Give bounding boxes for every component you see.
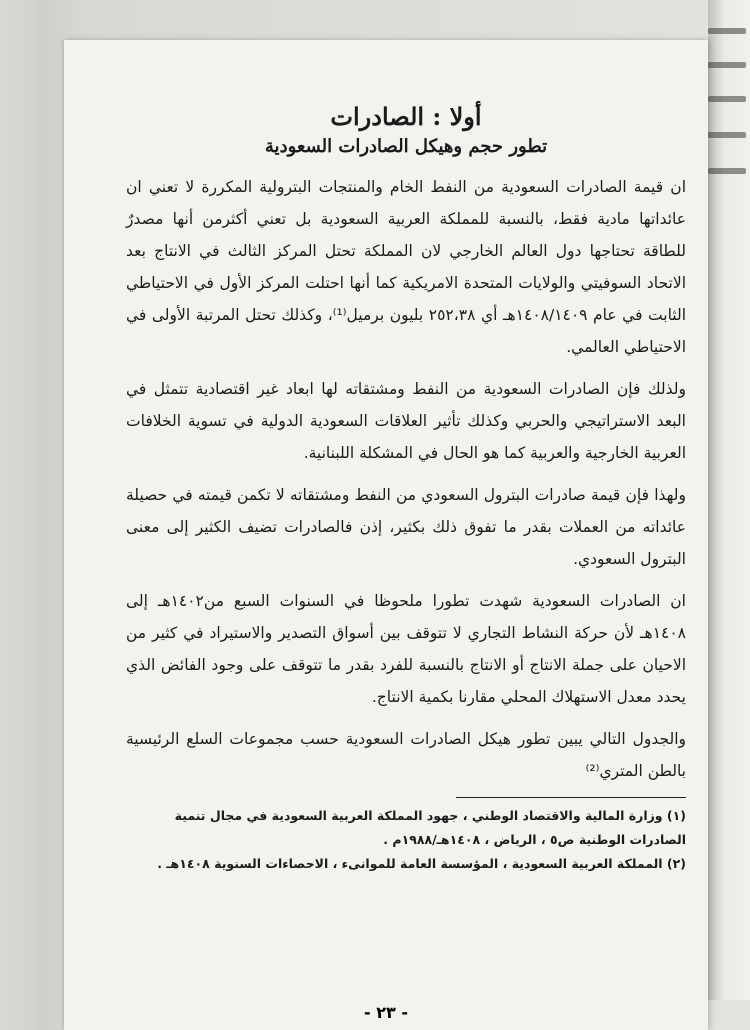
paragraph-1: ان قيمة الصادرات السعودية من النفط الخام والمنتجات البترولية المكررة لا تعني ان عائداتها مادية فقط، بالنسبة للمملكة العربية السعودية بل تعني أكثرمن أنها مصدرٌ للطاقة تحتاجها دول العالم الخارجي لان المملكة تحتل المركز الثالث في الانتاج بعد الاتحاد السوفيتي والولايات المتحدة الامريكية كما أنها احتلت المركز الأول في الاحتياطي الثابت في عام ١٤٠٨/١٤٠٩هـ أي ٢٥٢،٣٨ بليون برميل⁽¹⁾، وكذلك تحتل المرتبة الأولى في الاحتياطي العالمي.: [126, 178, 687, 356]
paragraph-2: ولذلك فإن الصادرات السعودية من النفط ومشتقاته لها ابعاد غير اقتصادية تتمثل في البعد الاستراتيجي والحربي وكذلك تأثير العلاقات السعودية الدولية في تسوية الخلافات العربية الخارجية والعربية كما هو الحال في المشكلة اللبنانية.: [126, 380, 686, 462]
paragraph-5: والجدول التالي يبين تطور هيكل الصادرات السعودية حسب مجموعات السلع الرئيسية بالطن المتري⁽²⁾: [126, 730, 686, 780]
page-content: [126, 92, 686, 1012]
section-subtitle: تطور حجم وهيكل الصادرات السعودية: [264, 136, 548, 157]
paragraph-3: ولهذا فإن قيمة صادرات البترول السعودي من النفط ومشتقاته لا تكمن قيمته في حصيلة عائداته من العملات بقدر ما تفوق ذلك بكثير، إذن فالصادرات تضيف الكثير إلى معنى البترول السعودي.: [126, 486, 686, 568]
adjacent-page-edge: [708, 0, 750, 1000]
footnote-2: (٢) المملكة العربية السعودية ، المؤسسة العامة للموانىء ، الاحصاءات السنوية ١٤٠٨هـ .: [157, 856, 686, 871]
section-title: أولا : الصادرات: [330, 102, 482, 131]
footnote-divider: [456, 797, 686, 798]
footnote-1: (١) وزارة المالية والاقتصاد الوطني ، جهود المملكة العربية السعودية في مجال تنمية الصادرات الوطنية ص٥ ، الرياض ، ١٤٠٨هـ/١٩٨٨م .: [174, 808, 686, 847]
paragraph-4: ان الصادرات السعودية شهدت تطورا ملحوظا في السنوات السبع من١٤٠٢هـ إلى ١٤٠٨هـ لأن حركة النشاط التجاري لا تتوقف بين أسواق التصدير والاستيراد في كثير من الاحيان على جملة الانتاج أو الانتاج بالنسبة للفرد بقدر ما تتوقف على وجود الفائض الذي يحدد معدل الاستهلاك المحلي مقارنا بكمية الانتاج.: [126, 592, 686, 706]
page-number: - ٢٣ -: [364, 1003, 408, 1022]
book-page: [64, 40, 708, 1030]
